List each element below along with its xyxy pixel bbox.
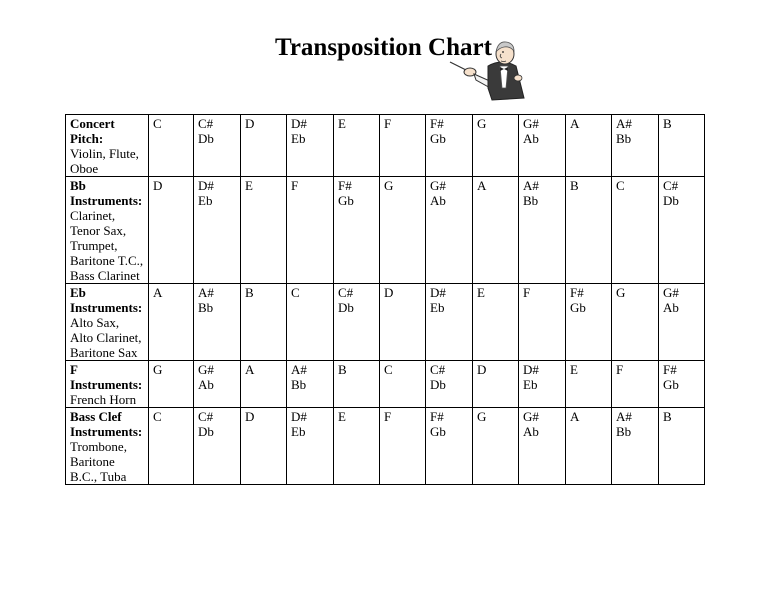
note-name: B xyxy=(338,362,347,377)
note-name: A# xyxy=(523,178,539,193)
note-name: C xyxy=(153,116,162,131)
note-cell xyxy=(241,177,287,284)
note-enharmonic: Bb xyxy=(523,193,539,208)
table-row xyxy=(66,361,705,408)
note-cell xyxy=(380,284,426,361)
note-name: G# xyxy=(663,285,679,300)
note-cell xyxy=(426,361,473,408)
note-enharmonic: Db xyxy=(663,193,679,208)
note-name: E xyxy=(245,178,253,193)
note-name: C# xyxy=(663,178,679,193)
note-enharmonic: Eb xyxy=(523,377,538,392)
note-cell xyxy=(194,284,241,361)
note-cell xyxy=(334,284,380,361)
note-enharmonic: Gb xyxy=(570,300,586,315)
note-name: D xyxy=(245,409,255,424)
transposition-table xyxy=(65,114,705,485)
note-enharmonic: Ab xyxy=(198,377,214,392)
row-instruments: Trombone, Baritone B.C., Tuba xyxy=(70,439,127,484)
note-name: D# xyxy=(291,409,307,424)
note-name: F# xyxy=(570,285,584,300)
note-cell xyxy=(659,177,705,284)
note-cell xyxy=(241,361,287,408)
note-cell xyxy=(426,284,473,361)
note-cell xyxy=(287,361,334,408)
note-name: F xyxy=(384,409,392,424)
note-enharmonic: Ab xyxy=(523,131,539,146)
note-cell xyxy=(519,361,566,408)
note-name: B xyxy=(570,178,579,193)
note-name: A# xyxy=(198,285,214,300)
note-name: B xyxy=(663,116,672,131)
row-title: Concert Pitch: xyxy=(70,116,115,146)
note-cell xyxy=(519,284,566,361)
note-name: C# xyxy=(198,409,214,424)
note-name: C xyxy=(384,362,393,377)
row-title: Bass Clef Instruments: xyxy=(70,409,143,439)
note-name: A xyxy=(153,285,163,300)
note-enharmonic: Gb xyxy=(430,424,446,439)
note-enharmonic: Eb xyxy=(291,424,306,439)
table-row xyxy=(66,408,705,485)
note-cell xyxy=(566,115,612,177)
note-cell xyxy=(473,361,519,408)
note-cell xyxy=(519,408,566,485)
note-cell xyxy=(287,408,334,485)
note-name: D# xyxy=(430,285,446,300)
note-cell xyxy=(380,177,426,284)
note-cell xyxy=(612,284,659,361)
note-cell xyxy=(659,361,705,408)
note-name: D xyxy=(384,285,394,300)
table-row xyxy=(66,177,705,284)
note-enharmonic: Eb xyxy=(291,131,306,146)
note-cell xyxy=(426,115,473,177)
note-enharmonic: Gb xyxy=(663,377,679,392)
note-name: G xyxy=(477,116,487,131)
note-cell xyxy=(426,408,473,485)
note-cell xyxy=(566,408,612,485)
note-name: D# xyxy=(291,116,307,131)
note-name: D# xyxy=(198,178,214,193)
note-name: A# xyxy=(291,362,307,377)
note-name: G# xyxy=(198,362,214,377)
note-cell xyxy=(334,408,380,485)
note-enharmonic: Ab xyxy=(523,424,539,439)
note-cell xyxy=(149,115,194,177)
row-label xyxy=(66,361,149,408)
note-name: G# xyxy=(430,178,446,193)
note-cell xyxy=(149,408,194,485)
note-cell xyxy=(149,361,194,408)
row-instruments: Clarinet, Tenor Sax, Trumpet, Baritone T.C., Bass Clarinet xyxy=(70,208,144,283)
note-name: G# xyxy=(523,409,539,424)
note-name: F xyxy=(616,362,624,377)
note-cell xyxy=(612,361,659,408)
table-row xyxy=(66,115,705,177)
note-cell xyxy=(566,284,612,361)
note-name: G xyxy=(477,409,487,424)
note-name: D xyxy=(477,362,487,377)
note-cell xyxy=(334,177,380,284)
note-name: C# xyxy=(338,285,354,300)
note-cell xyxy=(149,284,194,361)
row-label xyxy=(66,408,149,485)
note-enharmonic: Bb xyxy=(616,424,632,439)
note-cell xyxy=(149,177,194,284)
note-cell xyxy=(519,177,566,284)
note-name: G xyxy=(153,362,163,377)
note-cell xyxy=(194,115,241,177)
note-cell xyxy=(473,284,519,361)
note-enharmonic: Eb xyxy=(198,193,213,208)
note-enharmonic: Db xyxy=(198,131,214,146)
conductor-illustration-icon xyxy=(448,32,532,104)
note-cell xyxy=(473,408,519,485)
note-name: F xyxy=(523,285,531,300)
note-name: A xyxy=(570,116,580,131)
note-name: C# xyxy=(198,116,214,131)
note-enharmonic: Eb xyxy=(430,300,445,315)
note-name: E xyxy=(570,362,578,377)
note-cell xyxy=(194,361,241,408)
note-enharmonic: Ab xyxy=(430,193,446,208)
row-label xyxy=(66,284,149,361)
note-enharmonic: Db xyxy=(198,424,214,439)
note-name: A xyxy=(245,362,255,377)
note-enharmonic: Bb xyxy=(198,300,214,315)
note-enharmonic: Bb xyxy=(291,377,307,392)
note-name: G# xyxy=(523,116,539,131)
note-cell xyxy=(473,177,519,284)
note-enharmonic: Db xyxy=(430,377,446,392)
note-name: F# xyxy=(663,362,677,377)
note-cell xyxy=(287,115,334,177)
note-cell xyxy=(287,284,334,361)
note-cell xyxy=(334,361,380,408)
note-cell xyxy=(659,115,705,177)
row-label xyxy=(66,177,149,284)
note-name: G xyxy=(616,285,626,300)
note-name: D xyxy=(245,116,255,131)
note-cell xyxy=(566,177,612,284)
note-cell xyxy=(380,361,426,408)
note-name: E xyxy=(477,285,485,300)
note-name: F xyxy=(384,116,392,131)
row-title: Bb Instruments: xyxy=(70,178,143,208)
note-name: C# xyxy=(430,362,446,377)
note-cell xyxy=(194,408,241,485)
note-cell xyxy=(241,284,287,361)
note-cell xyxy=(566,361,612,408)
note-name: A# xyxy=(616,116,632,131)
note-cell xyxy=(519,115,566,177)
row-instruments: French Horn xyxy=(70,392,137,407)
note-name: D xyxy=(153,178,163,193)
row-title: F Instruments: xyxy=(70,362,143,392)
note-name: A# xyxy=(616,409,632,424)
note-cell xyxy=(612,408,659,485)
note-name: F# xyxy=(430,116,444,131)
note-name: A xyxy=(477,178,487,193)
note-cell xyxy=(194,177,241,284)
note-name: F# xyxy=(338,178,352,193)
row-label xyxy=(66,115,149,177)
note-name: E xyxy=(338,409,346,424)
note-enharmonic: Gb xyxy=(430,131,446,146)
row-instruments: Violin, Flute, Oboe xyxy=(70,146,139,176)
note-name: F xyxy=(291,178,299,193)
note-enharmonic: Db xyxy=(338,300,354,315)
note-cell xyxy=(473,115,519,177)
note-name: E xyxy=(338,116,346,131)
note-name: C xyxy=(153,409,162,424)
note-cell xyxy=(659,408,705,485)
note-enharmonic: Ab xyxy=(663,300,679,315)
note-cell xyxy=(241,115,287,177)
note-name: A xyxy=(570,409,580,424)
note-cell xyxy=(241,408,287,485)
note-cell xyxy=(612,115,659,177)
page-title: Transposition Chart xyxy=(275,34,492,61)
note-cell xyxy=(612,177,659,284)
note-cell xyxy=(287,177,334,284)
note-cell xyxy=(380,115,426,177)
note-name: D# xyxy=(523,362,539,377)
row-title: Eb Instruments: xyxy=(70,285,143,315)
row-instruments: Alto Sax, Alto Clarinet, Baritone Sax xyxy=(70,315,142,360)
note-cell xyxy=(334,115,380,177)
note-name: C xyxy=(616,178,625,193)
note-name: B xyxy=(663,409,672,424)
note-name: F# xyxy=(430,409,444,424)
note-cell xyxy=(380,408,426,485)
table-row xyxy=(66,284,705,361)
note-cell xyxy=(659,284,705,361)
note-name: G xyxy=(384,178,394,193)
note-name: C xyxy=(291,285,300,300)
note-enharmonic: Bb xyxy=(616,131,632,146)
note-enharmonic: Gb xyxy=(338,193,354,208)
note-cell xyxy=(426,177,473,284)
note-name: B xyxy=(245,285,254,300)
